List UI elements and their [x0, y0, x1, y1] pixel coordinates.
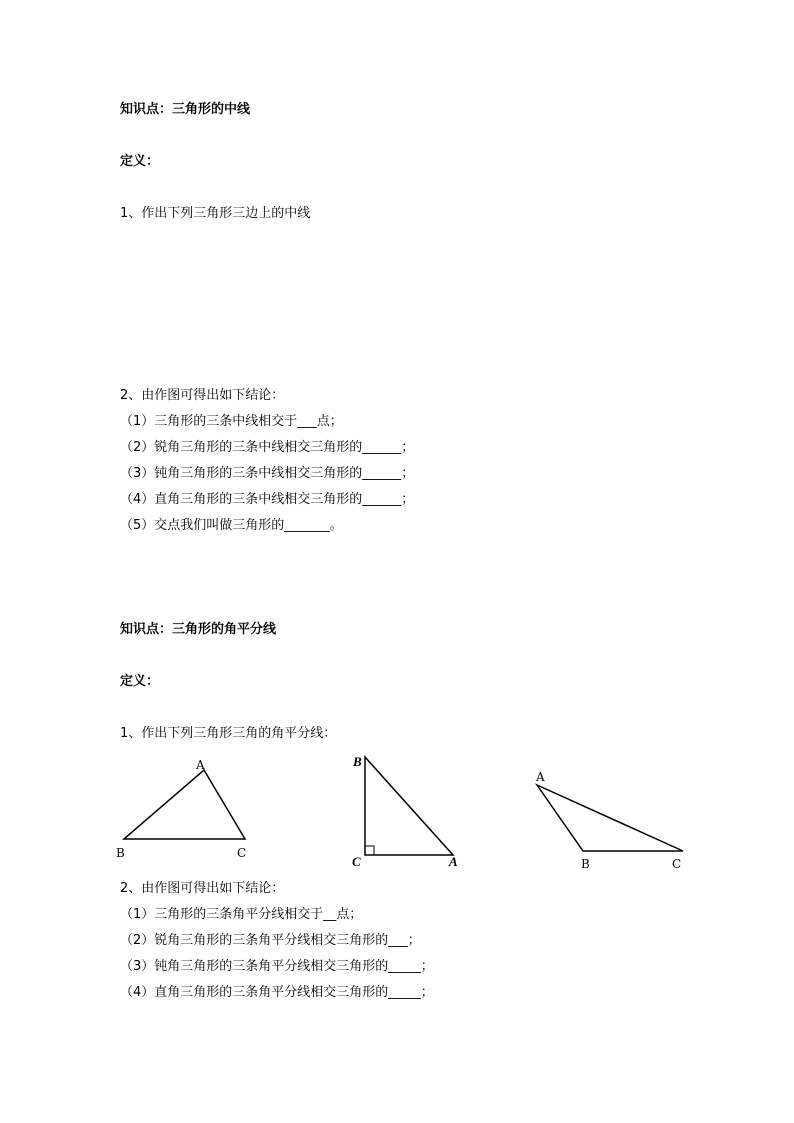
section2-item-3: （3）钝角三角形的三条角平分线相交三角形的_____； — [120, 959, 434, 974]
section1-item-4: （4）直角三角形的三条中线相交三角形的______； — [120, 492, 415, 507]
section1-title: 知识点：三角形的中线 — [120, 102, 251, 117]
section2-task: 1、作出下列三角形三角的角平分线： — [120, 726, 337, 741]
section2-conclusion-intro: 2、由作图可得出如下结论： — [120, 881, 285, 896]
right-angle-mark — [365, 846, 374, 855]
acute-triangle-shape — [124, 770, 245, 839]
right-vertex-a-label: A — [449, 854, 458, 869]
obtuse-vertex-c-label: C — [672, 857, 682, 871]
section1-task: 1、作出下列三角形三边上的中线 — [120, 206, 311, 221]
acute-triangle-figure — [100, 750, 270, 865]
section2-definition-label: 定义： — [120, 674, 160, 689]
section1-item-5: （5）交点我们叫做三角形的_______。 — [120, 518, 343, 533]
right-vertex-b-label: B — [353, 754, 362, 769]
acute-vertex-a-label: A — [196, 758, 205, 772]
right-triangle-figure — [345, 750, 470, 875]
section1-item-2: （2）锐角三角形的三条中线相交三角形的______； — [120, 440, 415, 455]
section2-item-4: （4）直角三角形的三条角平分线相交三角形的_____； — [120, 985, 434, 1000]
section1-item-3: （3）钝角三角形的三条中线相交三角形的______； — [120, 466, 415, 481]
obtuse-triangle-figure — [525, 765, 695, 875]
section1-definition-label: 定义： — [120, 154, 160, 169]
section1-conclusion-intro: 2、由作图可得出如下结论： — [120, 388, 285, 403]
section2-title: 知识点：三角形的角平分线 — [120, 622, 277, 637]
section2-item-2: （2）锐角三角形的三条角平分线相交三角形的___； — [120, 933, 421, 948]
section1-item-1: （1）三角形的三条中线相交于___点； — [120, 414, 343, 429]
obtuse-vertex-a-label: A — [536, 770, 545, 784]
right-triangle-shape — [365, 757, 453, 855]
right-vertex-c-label: C — [352, 854, 361, 869]
section2-item-1: （1）三角形的三条角平分线相交于__点； — [120, 907, 363, 922]
acute-vertex-c-label: C — [237, 846, 247, 860]
acute-vertex-b-label: B — [116, 846, 125, 860]
obtuse-triangle-shape — [537, 785, 683, 851]
obtuse-vertex-b-label: B — [581, 857, 590, 871]
